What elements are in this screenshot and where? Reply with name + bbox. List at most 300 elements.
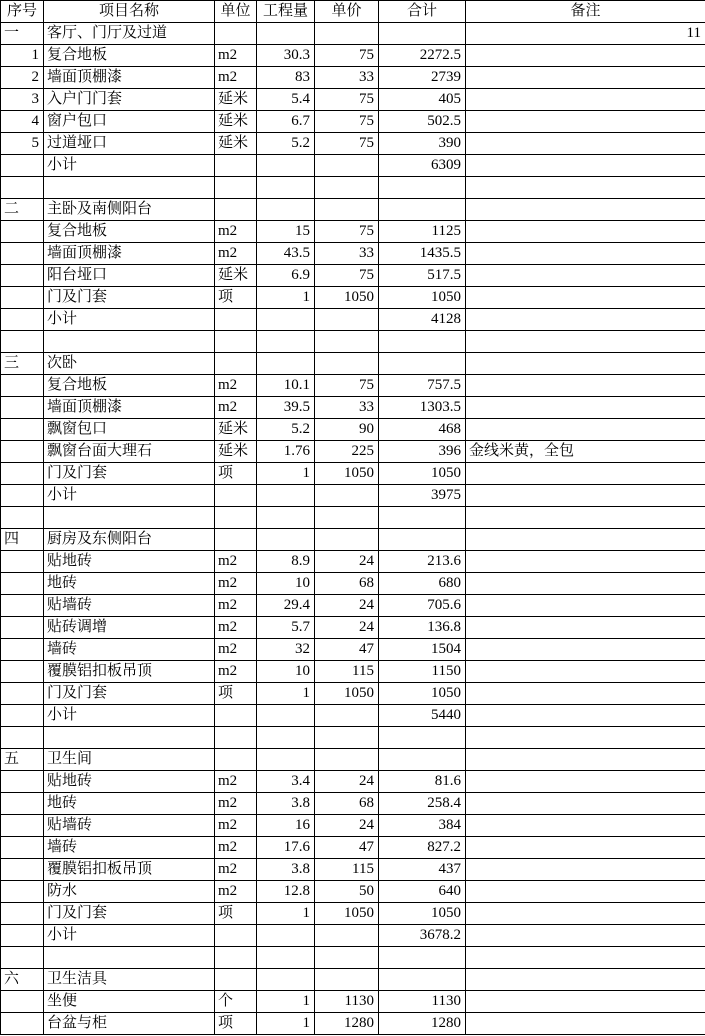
section-row bbox=[1, 749, 705, 771]
cell-note bbox=[466, 67, 705, 89]
cell-note bbox=[466, 375, 705, 397]
cell-note bbox=[466, 727, 705, 749]
cell-total bbox=[379, 507, 466, 529]
cell-note bbox=[466, 463, 705, 485]
cell-unit: 延米 bbox=[215, 111, 257, 133]
cell-note bbox=[466, 969, 705, 991]
cell-unit: m2 bbox=[215, 639, 257, 661]
cell-qty: 5.2 bbox=[257, 133, 315, 155]
cell-total: 2272.5 bbox=[379, 45, 466, 67]
cell-total bbox=[379, 969, 466, 991]
cell-total: 1050 bbox=[379, 287, 466, 309]
cell-note bbox=[466, 947, 705, 969]
cell-no: 3 bbox=[1, 89, 44, 111]
cell-total: 6309 bbox=[379, 155, 466, 177]
cell-qty: 32 bbox=[257, 639, 315, 661]
cell-price: 75 bbox=[315, 89, 379, 111]
cell-unit: m2 bbox=[215, 551, 257, 573]
subtotal-row bbox=[1, 925, 705, 947]
cell-no: 4 bbox=[1, 111, 44, 133]
cell-no bbox=[1, 331, 44, 353]
cell-price: 50 bbox=[315, 881, 379, 903]
item-row bbox=[1, 771, 705, 793]
cell-total: 1050 bbox=[379, 683, 466, 705]
cell-no bbox=[1, 925, 44, 947]
cell-unit: 个 bbox=[215, 991, 257, 1013]
cell-name: 小计 bbox=[44, 309, 215, 331]
cell-qty: 10 bbox=[257, 661, 315, 683]
cell-note bbox=[466, 859, 705, 881]
cell-no bbox=[1, 419, 44, 441]
cell-name: 飘窗包口 bbox=[44, 419, 215, 441]
cell-qty: 10.1 bbox=[257, 375, 315, 397]
cell-qty: 1 bbox=[257, 991, 315, 1013]
cell-total: 1280 bbox=[379, 1013, 466, 1035]
cell-no bbox=[1, 287, 44, 309]
cell-name: 门及门套 bbox=[44, 287, 215, 309]
cell-total: 680 bbox=[379, 573, 466, 595]
cell-name: 台盆与柜 bbox=[44, 1013, 215, 1035]
cell-qty: 1 bbox=[257, 1013, 315, 1035]
cell-unit: m2 bbox=[215, 67, 257, 89]
item-row bbox=[1, 859, 705, 881]
cell-price: 75 bbox=[315, 133, 379, 155]
cell-total: 437 bbox=[379, 859, 466, 881]
cell-no: 一 bbox=[1, 23, 44, 45]
cell-total: 384 bbox=[379, 815, 466, 837]
cell-total: 705.6 bbox=[379, 595, 466, 617]
cell-qty: 3.8 bbox=[257, 859, 315, 881]
cell-no bbox=[1, 1013, 44, 1035]
cell-unit bbox=[215, 177, 257, 199]
cell-note bbox=[466, 243, 705, 265]
cell-qty bbox=[257, 529, 315, 551]
cell-no bbox=[1, 265, 44, 287]
cell-price: 68 bbox=[315, 573, 379, 595]
col-header-name: 项目名称 bbox=[44, 1, 215, 23]
item-row bbox=[1, 441, 705, 463]
cell-unit: m2 bbox=[215, 617, 257, 639]
cell-unit bbox=[215, 705, 257, 727]
empty-row bbox=[1, 177, 705, 199]
item-row bbox=[1, 837, 705, 859]
cell-price: 75 bbox=[315, 111, 379, 133]
cell-name bbox=[44, 177, 215, 199]
cell-price bbox=[315, 353, 379, 375]
cell-unit: m2 bbox=[215, 771, 257, 793]
cell-price: 1050 bbox=[315, 683, 379, 705]
cell-unit: m2 bbox=[215, 837, 257, 859]
cell-note bbox=[466, 551, 705, 573]
cell-unit bbox=[215, 353, 257, 375]
cell-total: 517.5 bbox=[379, 265, 466, 287]
cell-price: 33 bbox=[315, 67, 379, 89]
cell-qty bbox=[257, 925, 315, 947]
cell-no: 二 bbox=[1, 199, 44, 221]
subtotal-row bbox=[1, 705, 705, 727]
header-row bbox=[1, 1, 705, 23]
cell-no bbox=[1, 639, 44, 661]
cell-unit: m2 bbox=[215, 881, 257, 903]
cell-name: 地砖 bbox=[44, 573, 215, 595]
cell-unit: m2 bbox=[215, 661, 257, 683]
cell-qty bbox=[257, 969, 315, 991]
cell-name: 地砖 bbox=[44, 793, 215, 815]
item-row bbox=[1, 573, 705, 595]
cell-no bbox=[1, 793, 44, 815]
item-row bbox=[1, 265, 705, 287]
cell-name: 厨房及东侧阳台 bbox=[44, 529, 215, 551]
cell-unit bbox=[215, 727, 257, 749]
cell-no bbox=[1, 397, 44, 419]
cell-total: 213.6 bbox=[379, 551, 466, 573]
cell-price: 47 bbox=[315, 837, 379, 859]
cell-price: 1130 bbox=[315, 991, 379, 1013]
cell-note: 金线米黄，全包 bbox=[466, 441, 705, 463]
cell-name: 复合地板 bbox=[44, 221, 215, 243]
cell-unit bbox=[215, 925, 257, 947]
cell-qty bbox=[257, 177, 315, 199]
cell-price bbox=[315, 199, 379, 221]
cell-note bbox=[466, 199, 705, 221]
cell-total: 136.8 bbox=[379, 617, 466, 639]
cell-qty bbox=[257, 507, 315, 529]
cell-name: 阳台垭口 bbox=[44, 265, 215, 287]
cell-note bbox=[466, 111, 705, 133]
cell-price bbox=[315, 23, 379, 45]
cell-note bbox=[466, 903, 705, 925]
cell-no bbox=[1, 859, 44, 881]
cell-qty: 43.5 bbox=[257, 243, 315, 265]
item-row bbox=[1, 287, 705, 309]
cell-no bbox=[1, 221, 44, 243]
cell-note bbox=[466, 331, 705, 353]
col-header-price: 单价 bbox=[315, 1, 379, 23]
item-row bbox=[1, 815, 705, 837]
cell-name: 门及门套 bbox=[44, 463, 215, 485]
cell-unit bbox=[215, 309, 257, 331]
cell-no: 五 bbox=[1, 749, 44, 771]
cell-price: 225 bbox=[315, 441, 379, 463]
cell-qty: 29.4 bbox=[257, 595, 315, 617]
cell-qty: 6.7 bbox=[257, 111, 315, 133]
cell-name: 贴墙砖 bbox=[44, 595, 215, 617]
cell-total: 405 bbox=[379, 89, 466, 111]
cell-note bbox=[466, 507, 705, 529]
cell-total bbox=[379, 177, 466, 199]
cell-qty: 1 bbox=[257, 287, 315, 309]
cell-name bbox=[44, 947, 215, 969]
cell-unit: 延米 bbox=[215, 133, 257, 155]
cell-name: 贴地砖 bbox=[44, 771, 215, 793]
cell-qty: 5.4 bbox=[257, 89, 315, 111]
cell-price bbox=[315, 309, 379, 331]
cell-qty: 39.5 bbox=[257, 397, 315, 419]
cell-no bbox=[1, 309, 44, 331]
cell-qty bbox=[257, 353, 315, 375]
subtotal-row bbox=[1, 485, 705, 507]
item-row bbox=[1, 463, 705, 485]
cell-note: 11 bbox=[466, 23, 705, 45]
cell-no bbox=[1, 947, 44, 969]
cell-unit: 项 bbox=[215, 1013, 257, 1035]
col-header-qty: 工程量 bbox=[257, 1, 315, 23]
cell-name: 防水 bbox=[44, 881, 215, 903]
cell-unit bbox=[215, 199, 257, 221]
col-header-note: 备注 bbox=[466, 1, 705, 23]
cell-unit: 项 bbox=[215, 463, 257, 485]
item-row bbox=[1, 991, 705, 1013]
cell-unit bbox=[215, 969, 257, 991]
cell-no bbox=[1, 903, 44, 925]
cell-name: 覆膜铝扣板吊顶 bbox=[44, 661, 215, 683]
cell-note bbox=[466, 617, 705, 639]
cell-note bbox=[466, 221, 705, 243]
cell-name: 贴墙砖 bbox=[44, 815, 215, 837]
cell-note bbox=[466, 309, 705, 331]
cell-note bbox=[466, 705, 705, 727]
cell-unit: 延米 bbox=[215, 419, 257, 441]
cell-note bbox=[466, 419, 705, 441]
cell-note bbox=[466, 1013, 705, 1035]
cell-qty: 1 bbox=[257, 903, 315, 925]
item-row bbox=[1, 595, 705, 617]
cell-no bbox=[1, 595, 44, 617]
cell-total bbox=[379, 529, 466, 551]
cell-unit: m2 bbox=[215, 595, 257, 617]
cell-no bbox=[1, 617, 44, 639]
item-row bbox=[1, 45, 705, 67]
col-header-unit: 单位 bbox=[215, 1, 257, 23]
cell-total: 1050 bbox=[379, 903, 466, 925]
cell-no: 六 bbox=[1, 969, 44, 991]
cell-price: 24 bbox=[315, 551, 379, 573]
cell-name bbox=[44, 727, 215, 749]
cell-price bbox=[315, 331, 379, 353]
cell-price: 24 bbox=[315, 617, 379, 639]
cell-price: 1280 bbox=[315, 1013, 379, 1035]
cell-name: 次卧 bbox=[44, 353, 215, 375]
cell-qty: 8.9 bbox=[257, 551, 315, 573]
cell-price bbox=[315, 749, 379, 771]
item-row bbox=[1, 397, 705, 419]
cell-total: 1435.5 bbox=[379, 243, 466, 265]
cell-name: 复合地板 bbox=[44, 45, 215, 67]
cell-unit: m2 bbox=[215, 375, 257, 397]
cell-qty: 16 bbox=[257, 815, 315, 837]
cell-total: 502.5 bbox=[379, 111, 466, 133]
cell-note bbox=[466, 133, 705, 155]
item-row bbox=[1, 419, 705, 441]
section-row bbox=[1, 199, 705, 221]
cell-total: 1504 bbox=[379, 639, 466, 661]
cell-note bbox=[466, 353, 705, 375]
cell-qty bbox=[257, 947, 315, 969]
cell-name: 贴砖调增 bbox=[44, 617, 215, 639]
cell-qty: 30.3 bbox=[257, 45, 315, 67]
item-row bbox=[1, 89, 705, 111]
cell-qty bbox=[257, 485, 315, 507]
item-row bbox=[1, 1013, 705, 1035]
cell-name: 坐便 bbox=[44, 991, 215, 1013]
cell-total: 390 bbox=[379, 133, 466, 155]
cell-name: 小计 bbox=[44, 155, 215, 177]
cell-total bbox=[379, 353, 466, 375]
cell-unit: 延米 bbox=[215, 441, 257, 463]
cell-no bbox=[1, 155, 44, 177]
cell-total: 258.4 bbox=[379, 793, 466, 815]
cell-name: 客厅、门厅及过道 bbox=[44, 23, 215, 45]
item-row bbox=[1, 111, 705, 133]
cell-total: 2739 bbox=[379, 67, 466, 89]
cell-qty: 15 bbox=[257, 221, 315, 243]
cell-name: 墙砖 bbox=[44, 639, 215, 661]
cell-unit bbox=[215, 749, 257, 771]
empty-row bbox=[1, 727, 705, 749]
cell-qty bbox=[257, 23, 315, 45]
cell-name: 窗户包口 bbox=[44, 111, 215, 133]
section-row bbox=[1, 353, 705, 375]
cell-total bbox=[379, 23, 466, 45]
item-row bbox=[1, 793, 705, 815]
cell-no bbox=[1, 991, 44, 1013]
cell-price bbox=[315, 947, 379, 969]
section-row bbox=[1, 969, 705, 991]
cell-no bbox=[1, 683, 44, 705]
cell-no bbox=[1, 551, 44, 573]
cell-unit: 项 bbox=[215, 287, 257, 309]
cell-no: 三 bbox=[1, 353, 44, 375]
cell-note bbox=[466, 529, 705, 551]
cell-note bbox=[466, 573, 705, 595]
cell-qty bbox=[257, 199, 315, 221]
cell-qty: 5.2 bbox=[257, 419, 315, 441]
cell-price: 115 bbox=[315, 661, 379, 683]
cell-price: 75 bbox=[315, 265, 379, 287]
cell-total: 3975 bbox=[379, 485, 466, 507]
cell-qty: 12.8 bbox=[257, 881, 315, 903]
cell-unit bbox=[215, 529, 257, 551]
cell-price: 75 bbox=[315, 375, 379, 397]
cell-price: 24 bbox=[315, 595, 379, 617]
cell-name bbox=[44, 331, 215, 353]
col-header-total: 合计 bbox=[379, 1, 466, 23]
cell-total bbox=[379, 749, 466, 771]
cell-no bbox=[1, 837, 44, 859]
cell-no bbox=[1, 177, 44, 199]
cell-no bbox=[1, 661, 44, 683]
cell-total: 1125 bbox=[379, 221, 466, 243]
cell-name: 过道垭口 bbox=[44, 133, 215, 155]
cell-note bbox=[466, 793, 705, 815]
cell-no: 5 bbox=[1, 133, 44, 155]
cell-total: 640 bbox=[379, 881, 466, 903]
cell-unit: m2 bbox=[215, 397, 257, 419]
cell-no: 2 bbox=[1, 67, 44, 89]
item-row bbox=[1, 639, 705, 661]
cell-price: 47 bbox=[315, 639, 379, 661]
cell-name: 复合地板 bbox=[44, 375, 215, 397]
cell-note bbox=[466, 815, 705, 837]
cell-unit bbox=[215, 23, 257, 45]
item-row bbox=[1, 375, 705, 397]
section-row bbox=[1, 23, 705, 45]
cell-qty: 3.8 bbox=[257, 793, 315, 815]
cell-name: 覆膜铝扣板吊顶 bbox=[44, 859, 215, 881]
cell-price bbox=[315, 969, 379, 991]
cell-unit bbox=[215, 485, 257, 507]
cell-price bbox=[315, 507, 379, 529]
cell-unit: 项 bbox=[215, 683, 257, 705]
cell-note bbox=[466, 485, 705, 507]
item-row bbox=[1, 67, 705, 89]
cell-total: 757.5 bbox=[379, 375, 466, 397]
cell-name: 小计 bbox=[44, 705, 215, 727]
cell-note bbox=[466, 45, 705, 67]
cell-total: 468 bbox=[379, 419, 466, 441]
cell-price: 1050 bbox=[315, 903, 379, 925]
cell-unit: m2 bbox=[215, 221, 257, 243]
cell-note bbox=[466, 991, 705, 1013]
cell-unit: 项 bbox=[215, 903, 257, 925]
cell-price bbox=[315, 529, 379, 551]
cell-qty: 10 bbox=[257, 573, 315, 595]
cell-qty bbox=[257, 155, 315, 177]
cell-unit: m2 bbox=[215, 573, 257, 595]
item-row bbox=[1, 661, 705, 683]
cell-price bbox=[315, 925, 379, 947]
cell-name: 墙砖 bbox=[44, 837, 215, 859]
cell-price: 115 bbox=[315, 859, 379, 881]
cell-name: 门及门套 bbox=[44, 683, 215, 705]
cell-unit: 延米 bbox=[215, 89, 257, 111]
cell-no bbox=[1, 573, 44, 595]
cell-no bbox=[1, 881, 44, 903]
cell-price: 1050 bbox=[315, 463, 379, 485]
cell-unit: m2 bbox=[215, 859, 257, 881]
cell-total bbox=[379, 331, 466, 353]
cell-qty: 6.9 bbox=[257, 265, 315, 287]
cell-no bbox=[1, 771, 44, 793]
cell-price bbox=[315, 485, 379, 507]
cell-name: 墙面顶棚漆 bbox=[44, 397, 215, 419]
cell-qty: 83 bbox=[257, 67, 315, 89]
cell-price: 33 bbox=[315, 243, 379, 265]
cell-note bbox=[466, 177, 705, 199]
cell-unit bbox=[215, 331, 257, 353]
cell-price: 24 bbox=[315, 771, 379, 793]
item-row bbox=[1, 243, 705, 265]
subtotal-row bbox=[1, 309, 705, 331]
cell-total: 1050 bbox=[379, 463, 466, 485]
cell-unit bbox=[215, 947, 257, 969]
cell-name: 主卧及南侧阳台 bbox=[44, 199, 215, 221]
cell-qty: 5.7 bbox=[257, 617, 315, 639]
cell-note bbox=[466, 265, 705, 287]
cell-note bbox=[466, 683, 705, 705]
cell-no bbox=[1, 705, 44, 727]
item-row bbox=[1, 551, 705, 573]
cell-name: 卫生洁具 bbox=[44, 969, 215, 991]
cell-total: 4128 bbox=[379, 309, 466, 331]
cell-note bbox=[466, 287, 705, 309]
subtotal-row bbox=[1, 155, 705, 177]
cell-price: 75 bbox=[315, 45, 379, 67]
cell-note bbox=[466, 837, 705, 859]
cell-price: 75 bbox=[315, 221, 379, 243]
cell-note bbox=[466, 749, 705, 771]
cell-price bbox=[315, 177, 379, 199]
